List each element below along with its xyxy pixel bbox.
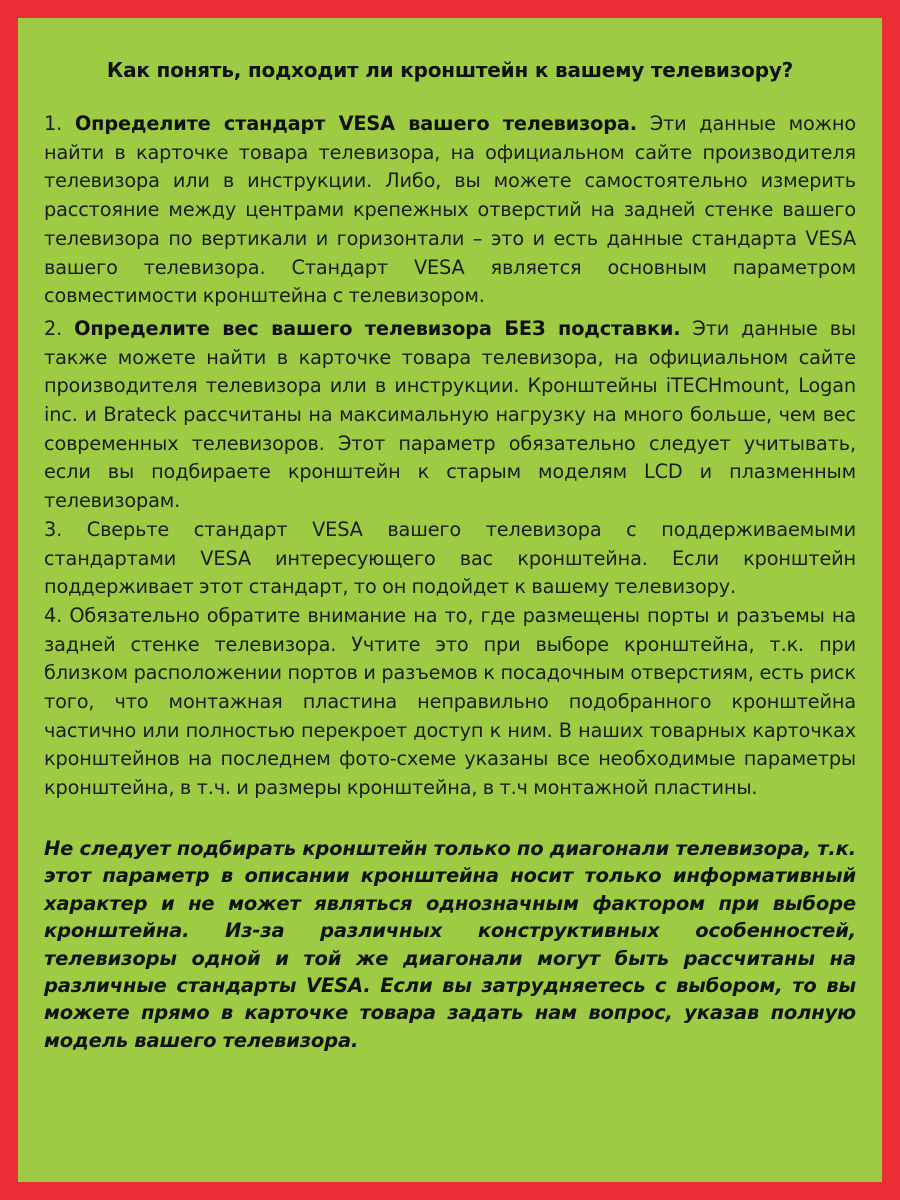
- step-1-heading: Определите стандарт VESA вашего телевизора.: [74, 112, 637, 135]
- step-4-text: Обязательно обратите внимание на то, где размещены порты и разъемы на задней стенке телевизора. Учтите это при выборе кронштейна, т.к. при близком расположении портов и разъемов к посадочным отверстиям, есть риск того, что монтажная пластина неправильно подобранного кронштейна частично или полностью перекроет доступ к ним. В наших товарных карточках кронштейнов на последнем фото-схеме указаны все необходимые параметры кронштейна, в т.ч. и размеры кронштейна, в т.ч монтажной пластины.: [44, 603, 857, 800]
- info-card: [18, 18, 882, 1182]
- page-title: Как понять, подходит ли кронштейн к вашему телевизору?: [106, 58, 794, 82]
- step-2-heading: Определите вес вашего телевизора БЕЗ подставки.: [74, 316, 681, 340]
- step-2-number: 2.: [44, 316, 63, 340]
- step-1-text: Эти данные можно найти в карточке товара телевизора, на официальном сайте производителя телевизора или в инструкции. Либо, вы можете самостоятельно измерить расстояние между центрами крепежных отверстий на задней стенке вашего телевизора по вертикали и горизонтали – это и есть данные стандарта VESA вашего телевизора. Стандарт VESA является основным параметром совместимости кронштейна с телевизором.: [44, 112, 856, 308]
- step-2: [44, 315, 856, 516]
- step-4-number: 4.: [44, 603, 63, 627]
- step-3-text: Сверьте стандарт VESA вашего телевизора с поддерживаемыми стандартами VESA интересующего вас кронштейна. Если кронштейн поддерживает этот стандарт, то он подойдет к вашему телевизору.: [44, 517, 856, 599]
- step-3: [44, 516, 856, 602]
- warning-note: Не следует подбирать кронштейн только по диагонали телевизора, т.к. этот параметр в описании кронштейна носит только информативный характер и не может являться однозначным фактором при выборе кронштейна. Из-за различных конструктивных особенностей, телевизоры одной и той же диагонали могут быть рассчитаны на различные стандарты VESA. Если вы затрудняетесь с выбором, то вы можете прямо в карточке товара задать нам вопрос, указав полную модель вашего телевизора.: [44, 836, 856, 1052]
- step-1: [44, 110, 856, 311]
- step-1-number: 1.: [44, 112, 63, 135]
- step-2-text: Эти данные вы также можете найти в карточке товара телевизора, на официальном сайте производителя телевизора или в инструкции. Кронштейны iTECHmount, Logan inc. и Brateck рассчитаны на максимальную нагрузку на много больше, чем вес современных телевизоров. Этот параметр обязательно следует учитывать, если вы подбираете кронштейн к старым моделям LCD и плазменным телевизорам.: [44, 316, 856, 513]
- step-4: [44, 602, 856, 803]
- step-3-number: 3.: [44, 517, 63, 541]
